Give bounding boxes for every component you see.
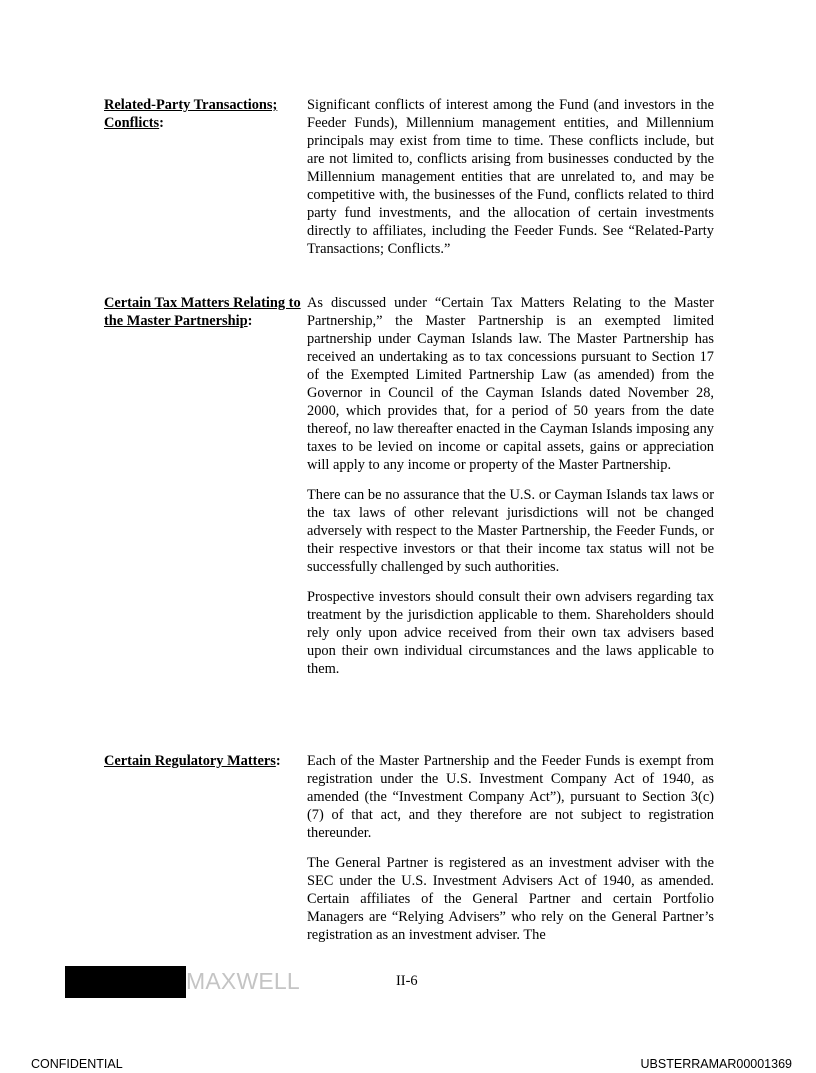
paragraph: There can be no assurance that the U.S. or Cayman Islands tax laws or the tax laws of other relevant jurisdictions will not be changed adversely with respect to the Master Partnership, the Feeder Funds, or their respective investors or that their income tax status will not be successfully challenged by such authorities.	[307, 487, 714, 575]
confidential-label: CONFIDENTIAL	[31, 1057, 123, 1071]
section-label: Certain Tax Matters Relating to the Master Partnership:	[104, 295, 301, 329]
paragraph: As discussed under “Certain Tax Matters Relating to the Master Partnership,” the Master Partnership is an exempted limited partnership under Cayman Islands law. The Master Partnership has received an undertaking as to tax concessions pursuant to Section 17 of the Exempted Limited Partnership Law (as amended) from the Governor in Council of the Cayman Islands dated November 28, 2000, which provides that, for a period of 50 years from the date thereof, no law thereafter enacted in the Cayman Islands imposing any taxes to be levied on income or capital assets, gains or appreciation will apply to any income or property of the Master Partnership.	[307, 295, 714, 473]
paragraph: Prospective investors should consult their own advisers regarding tax treatment by the jurisdiction applicable to them. Shareholders should rely only upon advice received from their own tax advisers based upon their own individual circumstances and the laws applicable to them.	[307, 589, 714, 677]
paragraph: Each of the Master Partnership and the Feeder Funds is exempt from registration under the U.S. Investment Company Act of 1940, as amended (the “Investment Company Act”), pursuant to Section 3(c)(7) of that act, and they therefore are not subject to registration thereunder.	[307, 753, 714, 841]
section-label: Certain Regulatory Matters:	[104, 753, 281, 769]
page-number: II-6	[396, 973, 418, 989]
paragraph: Significant conflicts of interest among the Fund (and investors in the Feeder Funds), Millennium management entities, and Millennium principals may exist from time to time. These conflicts include, but are not limited to, conflicts arising from businesses conducted by the Millennium management entities that are unrelated to, and may be competitive with, the businesses of the Fund, conflicts related to third party fund investments, and the allocation of certain investments directly to affiliates, including the Feeder Funds. See “Related-Party Transactions; Conflicts.”	[307, 97, 714, 257]
section-label: Related-Party Transactions; Conflicts:	[104, 97, 278, 131]
section-body	[307, 96, 714, 258]
bates-number: UBSTERRAMAR00001369	[640, 1057, 792, 1071]
section-body	[307, 294, 714, 678]
watermark: MAXWELL	[186, 968, 300, 994]
paragraph: The General Partner is registered as an investment adviser with the SEC under the U.S. Investment Advisers Act of 1940, as amended. Certain affiliates of the General Partner and certain Portfolio Managers are “Relying Advisers” who rely on the General Partner’s registration as an investment adviser. The	[307, 855, 714, 943]
section-body	[307, 752, 714, 944]
redaction-box	[65, 966, 186, 998]
